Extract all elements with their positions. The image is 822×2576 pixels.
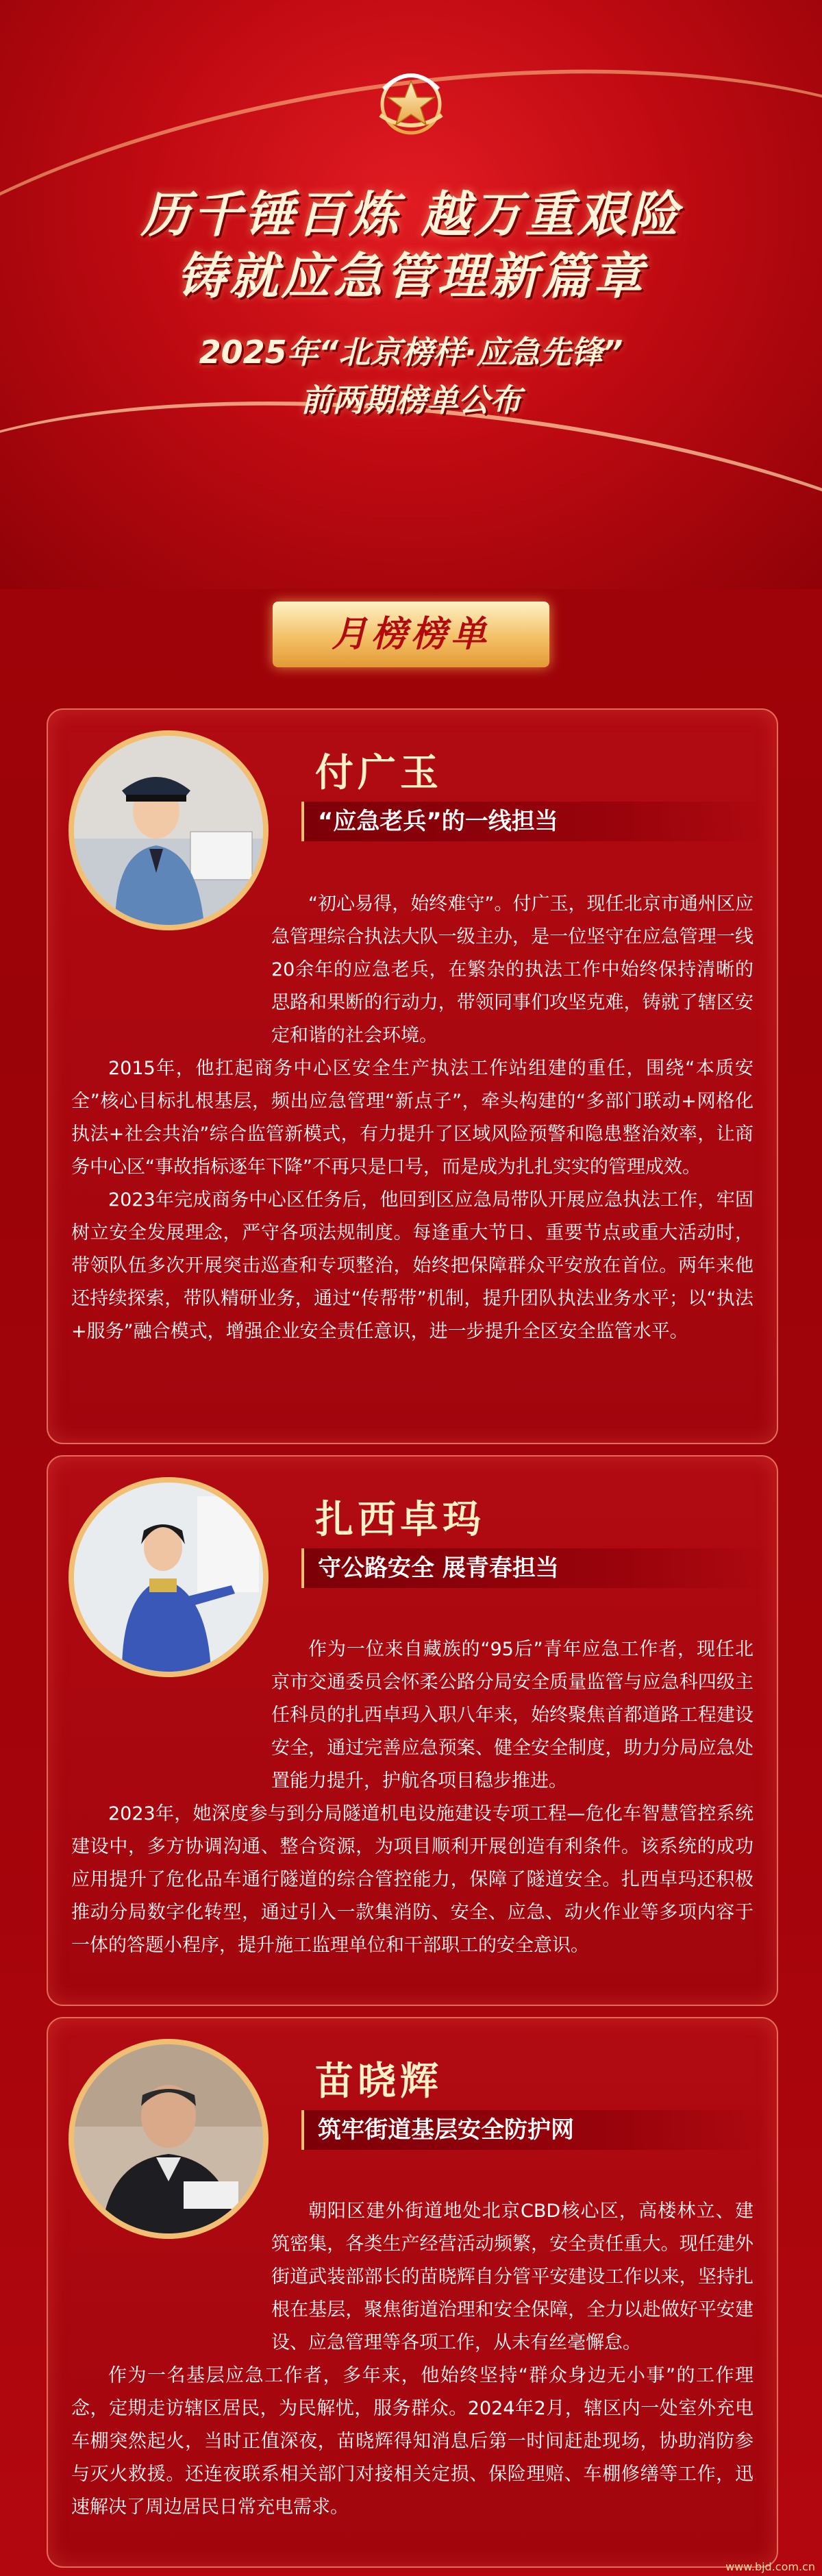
star-emblem-icon xyxy=(370,62,452,144)
bio-paragraph: 2015年，他扛起商务中心区安全生产执法工作站组建的重任，围绕“本质安全”核心目标扎根基层，频出应急管理“新点子”，牵头构建的“多部门联动+网格化执法+社会共治”综合监管新模式，有力提升了区域风险预警和隐患整治效率，让商务中心区“事故指标逐年下降”不再只是口号，而是成为扎扎实实的管理成效。 xyxy=(71,1058,754,1178)
profile-card xyxy=(47,1455,778,2006)
bio-paragraph: “初心易得，始终难守”。付广玉，现任北京市通州区应急管理综合执法大队一级主办，是一位坚守在应急管理一线20余年的应急老兵，在繁杂的执法工作中始终保持清晰的思路和果断的行动力，带领同事们攻坚克难，铸就了辖区安定和谐的社会环境。 xyxy=(271,893,754,1046)
subheadline-line-1: 2025年“北京榜样·应急先锋” xyxy=(199,334,623,371)
person-bio xyxy=(71,2195,754,2524)
profile-card xyxy=(47,2017,778,2568)
headline-line-2: 铸就应急管理新篇章 xyxy=(176,247,645,305)
person-slogan: 守公路安全 展青春担当 xyxy=(301,1548,770,1588)
bio-paragraph: 作为一位来自藏族的“95后”青年应急工作者，现任北京市交通委员会怀柔公路分局安全质量监管与应急科四级主任科员的扎西卓玛入职八年来，始终聚焦首都道路工程建设安全，通过完善应急预案、健全安全制度，助力分局应急处置能力提升，护航各项目稳步推进。 xyxy=(271,1639,754,1792)
person-slogan: 筑牢街道基层安全防护网 xyxy=(301,2110,770,2150)
person-slogan: “应急老兵”的一线担当 xyxy=(301,802,770,841)
hero-header xyxy=(0,0,822,589)
person-name: 扎西卓玛 xyxy=(315,1498,485,1542)
bio-paragraph: 2023年完成商务中心区任务后，他回到区应急局带队开展应急执法工作，牢固树立安全发展理念，严守各项法规制度。每逢重大节日、重要节点或重大活动时，带领队伍多次开展突击巡查和专项整治，始终把保障群众平安放在首位。两年来他还持续探索，带队精研业务，通过“传帮带”机制，提升团队执法业务水平；以“执法+服务”融合模式，增强企业安全责任意识，进一步提升全区安全监管水平。 xyxy=(71,1189,754,1342)
bio-paragraph: 朝阳区建外街道地处北京CBD核心区，高楼林立、建筑密集，各类生产经营活动频繁，安全责任重大。现任建外街道武装部部长的苗晓辉自分管平安建设工作以来，坚持扎根在基层，聚焦街道治理和安全保障，全力以赴做好平安建设、应急管理等各项工作，从未有丝毫懈怠。 xyxy=(271,2201,754,2353)
section-banner: 月榜榜单 xyxy=(273,602,549,667)
bio-paragraph: 2023年，她深度参与到分局隧道机电设施建设专项工程—危化车智慧管控系统建设中，多方协调沟通、整合资源，为项目顺利开展创造有利条件。该系统的成功应用提升了危化品车通行隧道的综合管控能力，保障了隧道安全。扎西卓玛还积极推动分局数字化转型，通过引入一款集消防、安全、应急、动火作业等多项内容于一体的答题小程序，提升施工监理单位和干部职工的安全意识。 xyxy=(71,1803,754,1956)
profile-card xyxy=(47,708,778,1444)
subheadline-line-2: 前两期榜单公布 xyxy=(301,382,521,419)
headline-line-1: 历千锤百炼 越万重艰险 xyxy=(140,186,682,243)
person-bio xyxy=(71,1633,754,1962)
person-bio xyxy=(71,888,754,1348)
bio-paragraph: 作为一名基层应急工作者，多年来，他始终坚持“群众身边无小事”的工作理念，定期走访辖区居民，为民解忧，服务群众。2024年2月，辖区内一处室外充电车棚突然起火，当时正值深夜，苗晓辉得知消息后第一时间赶赴现场，协助消防参与灭火救援。还连夜联系相关部门对接相关定损、保险理赔、车棚修缮等工作，迅速解决了周边居民日常充电需求。 xyxy=(71,2365,754,2518)
watermark: www.bjd.com.cn xyxy=(725,2560,815,2573)
person-name: 苗晓辉 xyxy=(315,2059,443,2104)
person-name: 付广玉 xyxy=(315,751,443,795)
